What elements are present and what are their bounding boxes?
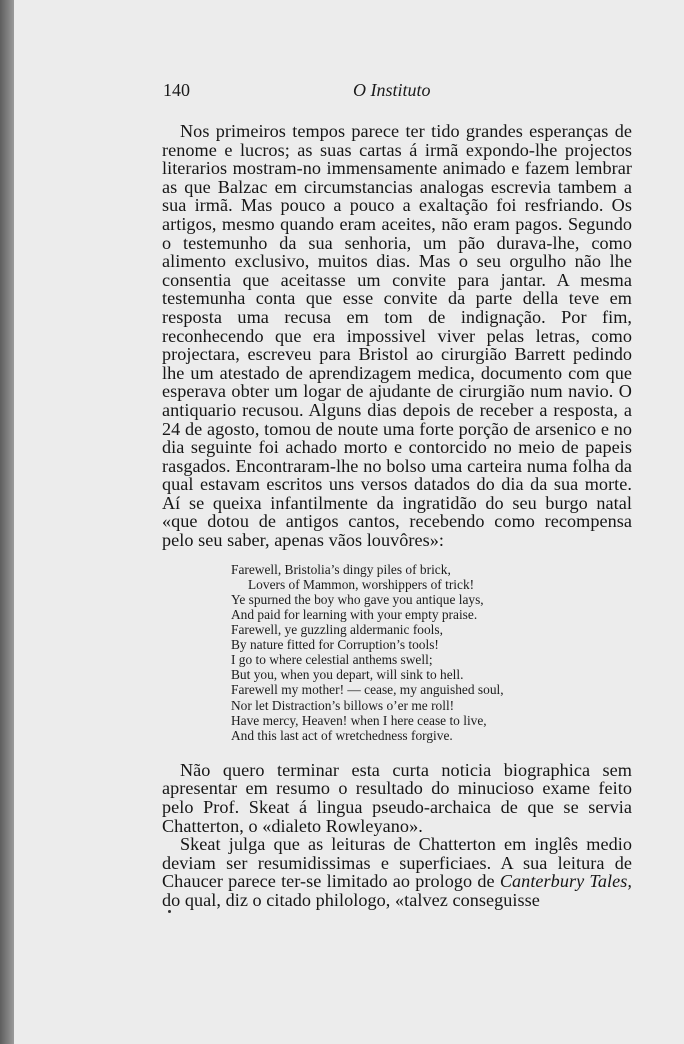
book-spine-shadow xyxy=(0,0,14,1044)
running-title: O Instituto xyxy=(353,80,431,100)
poem-line: Farewell my mother! — cease, my anguished soul, xyxy=(231,682,504,698)
poem-line: Have mercy, Heaven! when I here cease to live, xyxy=(231,712,487,728)
poem-line: Lovers of Mammon, worshippers of trick! xyxy=(248,576,475,592)
body-text xyxy=(162,122,632,910)
paragraph-3 xyxy=(162,835,632,909)
paragraph-1: Nos primeiros tempos parece ter tido grandes esperanças de renome e lucros; as suas cartas á irmã expondo-lhe projectos literarios mostram-no immensamente animado e fazem lembrar as que Balzac em circumstancias analogas escrevia tambem a sua irmã. Mas pouco a pouco a exaltação foi resfriando. Os artigos, mesmo quando eram aceites, não eram pagos. Segundo o testemunho da sua senhoria, um pão durava-lhe, como alimento exclusivo, muitos dias. Mas o seu orgulho não lhe consentia que aceitasse um convite para jantar. A mesma testemunha conta que esse convite da parte della teve em resposta uma recusa em tom de indignação. Por fim, reconhecendo que era impossivel viver pelas letras, como projectara, escreveu para Bristol ao cirurgião Barrett pedindo lhe um atestado de aprendizagem medica, documento com que esperava obter um logar de ajudante de cirurgião num navio. O antiquario recusou. Alguns dias depois de receber a resposta, a 24 de agosto, tomou de noute uma forte porção de arsenico e no dia seguinte foi achado morto e contorcido no meio de papeis rasgados. Encontraram-lhe no bolso uma carteira numa folha da qual estavam escritos uns versos datados do dia da sua morte. Aí se queixa infantilmente da ingratidão do seu burgo natal «que dotou de antigos cantos, recebendo como recompensa pelo seu saber, apenas vãos louvôres»: xyxy=(162,121,632,551)
prose-block xyxy=(162,122,632,550)
poem-line: But you, when you depart, will sink to hell. xyxy=(231,667,464,683)
ink-speck xyxy=(168,910,171,913)
canterbury-tales-title: Canterbury Tales, xyxy=(499,871,633,892)
paragraph-3-end: do qual, diz o citado philologo, «talvez conseguisse xyxy=(162,889,540,910)
page-number: 140 xyxy=(163,80,190,100)
poem-line: And paid for learning with your empty praise. xyxy=(231,606,478,622)
poem-line: Nor let Distraction’s billows o’er me roll! xyxy=(231,697,455,713)
poem-line: And this last act of wretchedness forgive. xyxy=(231,727,453,743)
paragraph-2: Não quero terminar esta curta noticia biographica sem apresentar em resumo o resultado do minucioso exame feito pelo Prof. Skeat á lingua pseudo-archaica de que se servia Chatterton, o «dialeto Rowleyano». xyxy=(162,759,632,836)
poem-line: By nature fitted for Corruption’s tools! xyxy=(231,637,439,653)
poem-line: I go to where celestial anthems swell; xyxy=(231,652,433,668)
poem-quote xyxy=(231,562,632,743)
poem-line: Farewell, Bristolia’s dingy piles of brick, xyxy=(231,561,451,577)
poem-line: Farewell, ye guzzling aldermanic fools, xyxy=(231,622,443,638)
page-header xyxy=(163,80,633,102)
poem-line: Ye spurned the boy who gave you antique lays, xyxy=(231,591,484,607)
prose-block-after-poem xyxy=(162,761,632,910)
paragraph-3-start: Skeat julga que as leituras de Chatterton em inglês medio deviam ser resumidissimas e superficiaes. A sua leitura de Chaucer parece ter-se limitado ao prologo de xyxy=(162,834,632,892)
